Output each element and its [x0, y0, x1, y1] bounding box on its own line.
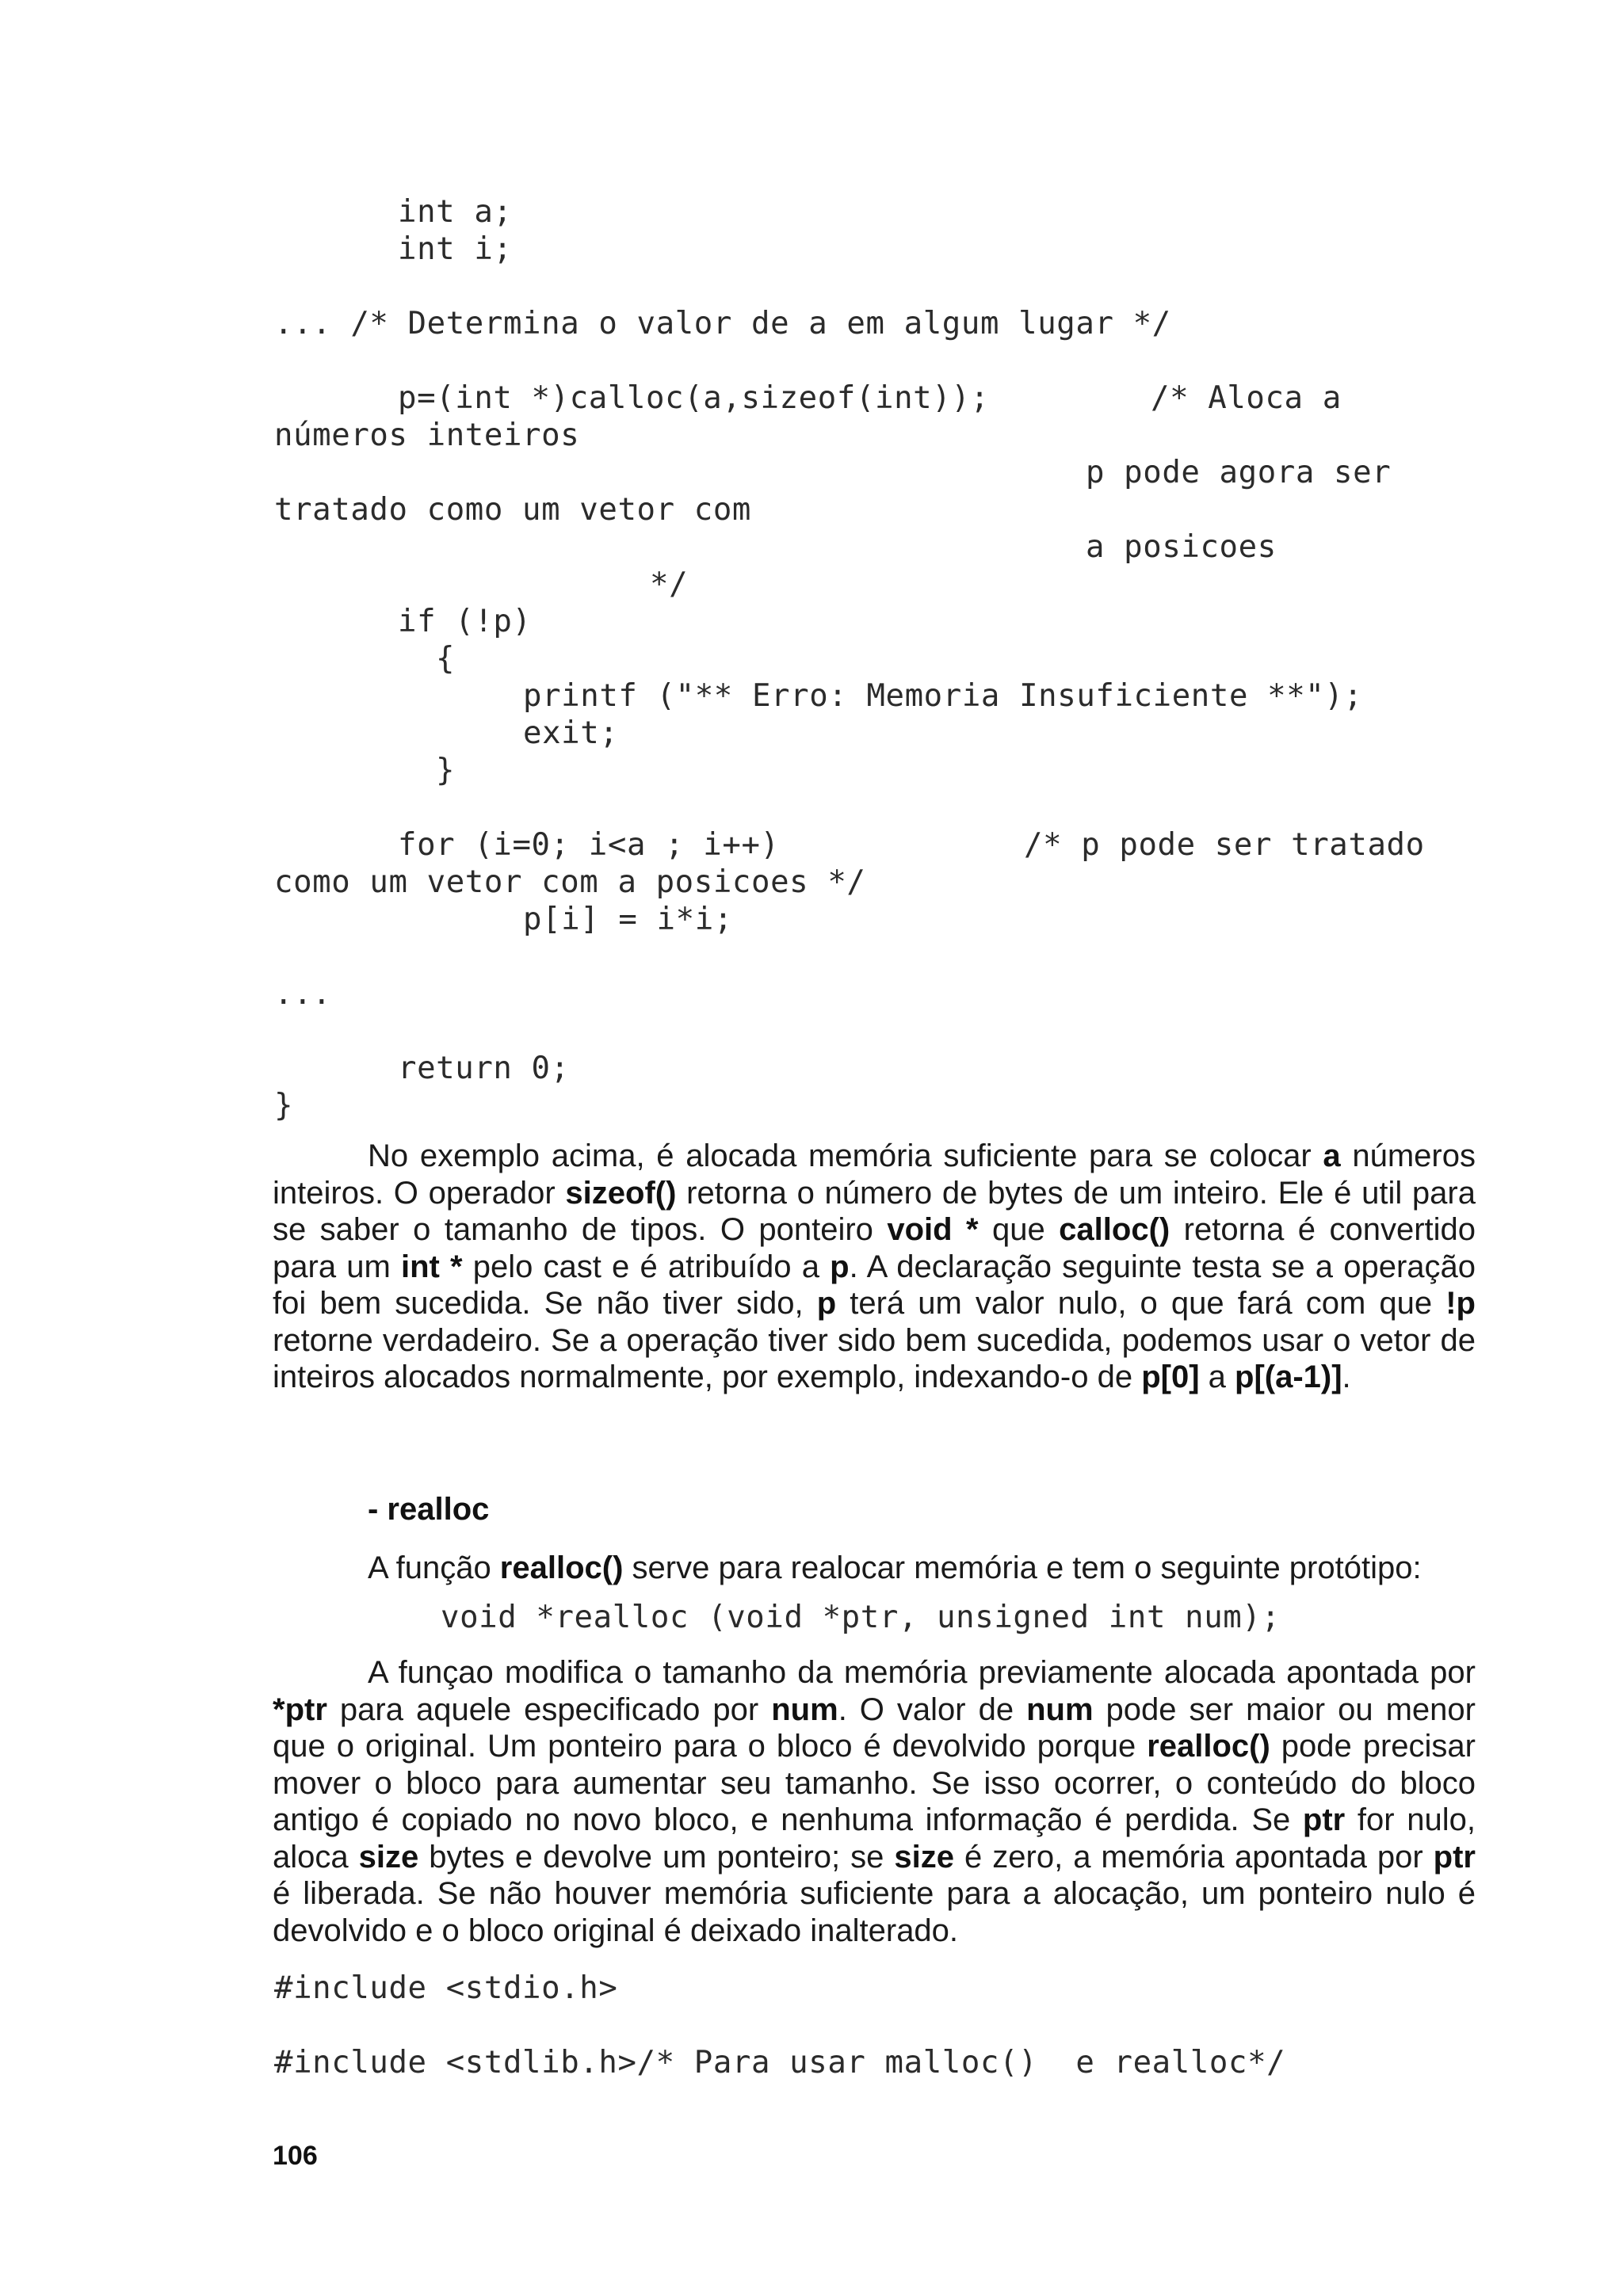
code-comment: tratado como um vetor com — [274, 492, 751, 528]
code-line: p=(int *)calloc(a,sizeof(int)); — [398, 380, 990, 416]
code-line: int i; — [398, 231, 513, 267]
code-line: exit; — [523, 715, 619, 751]
paragraph-calloc-explanation: No exemplo acima, é alocada memória suficiente para se colocar a números inteiros. O operador sizeof() retorna o número de bytes de um inteiro. Ele é util para se saber o tamanho de tipos. O ponteiro void * que calloc() retorna é convertido para um int * pelo cast e é atribuído a p. A declaração seguinte testa se a operação foi bem sucedida. Se não tiver sido, p terá um valor nulo, o que fará com que !p retorne verdadeiro. Se a operação tiver sido bem sucedida, podemos usar o vetor de inteiros alocados normalmente, por exemplo, indexando-o de p[0] a p[(a-1)]. — [273, 1138, 1476, 1394]
code-comment: /* p pode ser tratado — [1024, 827, 1425, 863]
code-line: } — [436, 753, 456, 788]
code-comment: */ — [650, 566, 689, 602]
code-line: printf ("** Erro: Memoria Insuficiente **"); — [523, 678, 1363, 714]
code-comment: como um vetor com a posicoes */ — [274, 864, 866, 900]
code-line: #include <stdlib.h>/* Para usar malloc() e realloc*/ — [274, 2045, 1286, 2081]
page-number: 106 — [273, 2141, 318, 2171]
realloc-prototype: void *realloc (void *ptr, unsigned int num); — [441, 1600, 1281, 1635]
section-heading-realloc: - realloc — [368, 1492, 490, 1527]
code-line: if (!p) — [398, 604, 532, 639]
code-line: ... /* Determina o valor de a em algum lugar */ — [274, 306, 1171, 341]
paragraph-realloc-explanation: A funçao modifica o tamanho da memória previamente alocada apontada por *ptr para aquele especificado por num. O valor de num pode ser maior ou menor que o original. Um ponteiro para o bloco é devolvido porque realloc() pode precisar mover o bloco para aumentar seu tamanho. Se isso ocorrer, o conteúdo do bloco antigo é copiado no novo bloco, e nenhuma informação é perdida. Se ptr for nulo, aloca size bytes e devolve um ponteiro; se size é zero, a memória apontada por ptr é liberada. Se não houver memória suficiente para a alocação, um ponteiro nulo é devolvido e o bloco original é deixado inalterado. — [273, 1655, 1476, 1948]
code-comment: números inteiros — [274, 418, 580, 453]
code-line: for (i=0; i<a ; i++) — [398, 827, 780, 863]
realloc-intro-sentence: A função realloc() serve para realocar memória e tem o seguinte protótipo: — [368, 1550, 1422, 1585]
code-line: ... — [274, 976, 332, 1012]
code-line: p[i] = i*i; — [523, 902, 733, 937]
code-line: } — [274, 1088, 294, 1123]
code-line: { — [436, 641, 456, 677]
code-comment: /* Aloca a — [1151, 380, 1342, 416]
code-line: int a; — [398, 194, 513, 230]
code-comment: p pode agora ser — [1086, 455, 1392, 490]
code-line: return 0; — [398, 1051, 570, 1086]
code-line: #include <stdio.h> — [274, 1970, 618, 2006]
code-comment: a posicoes — [1086, 529, 1277, 565]
